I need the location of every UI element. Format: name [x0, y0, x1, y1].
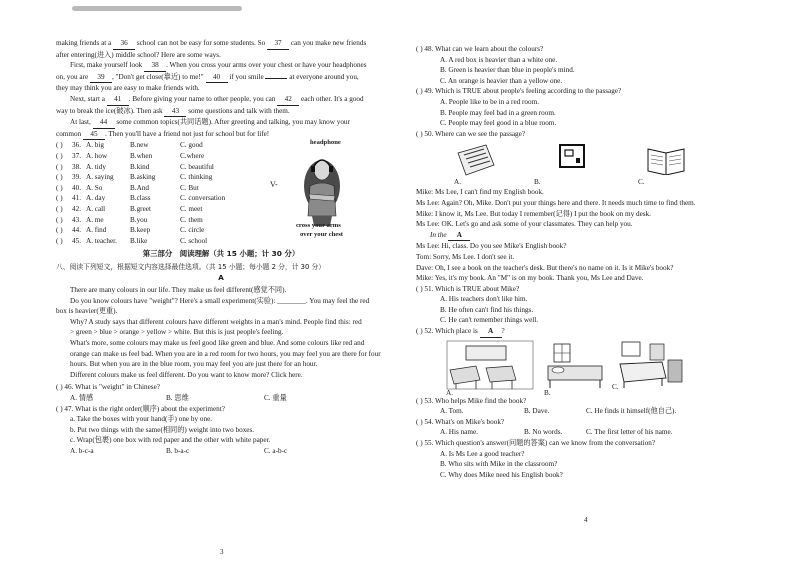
cloze-line	[56, 106, 386, 118]
choice-row	[56, 140, 286, 151]
cloze-text: if you smile	[227, 72, 266, 81]
cloze-blank: 40	[206, 72, 228, 84]
page-number-4: 4	[584, 516, 588, 524]
q49-option-c: C. People may feel good in a blue room.	[440, 119, 557, 128]
choice-b: B.new	[130, 141, 149, 150]
cloze-text: making friends at a	[56, 39, 114, 47]
cloze-passage	[56, 38, 386, 140]
choice-p: ( )	[56, 183, 63, 192]
cloze-text: after entering(进入) middle school? Here are some ways.	[56, 50, 221, 59]
cloze-blank: 44	[93, 117, 115, 129]
cloze-text: on, you are	[56, 72, 90, 81]
cloze-text: at everyone around you,	[287, 72, 359, 81]
cloze-text: , "Don't get close(靠近) to me!"	[111, 72, 206, 81]
question-48: ( ) 48. What can we learn about the colours?	[416, 45, 544, 53]
q55-option-b: B. Who sits with Mike in the classroom?	[440, 460, 558, 469]
question-52: ( ) 52. Which place is A ?	[416, 326, 752, 338]
choice-n: 41.	[72, 194, 81, 203]
choice-n: 42.	[72, 204, 81, 213]
question-54-options: A. His name. B. No words. C. The first letter of his name.	[440, 428, 673, 437]
cloze-blank	[265, 78, 287, 79]
q51-option-a: A. His teachers don't like him.	[440, 295, 528, 304]
q52-pictures	[416, 338, 752, 396]
text-line: Dave: Oh, I see a book on the teacher's desk. But there's no name on it. Is it Mike's book?	[416, 263, 674, 272]
cloze-text: each other. It's a good	[299, 94, 364, 103]
choice-n: 43.	[72, 215, 81, 224]
cloze-text: can you make new friends	[289, 39, 367, 47]
choice-b: B.like	[130, 236, 148, 245]
text-line: There are many colours in our life. They make us feel different(感觉不同).	[70, 286, 287, 295]
choice-b: B.greet	[130, 204, 151, 213]
q49-option-b: B. People may feel bad in a green room.	[440, 108, 556, 117]
question-46: ( ) 46. What is "weight" in Chinese?	[56, 383, 160, 392]
choice-c: C. circle	[180, 226, 205, 235]
cloze-line	[56, 117, 386, 129]
choice-a: A. teacher.	[86, 236, 117, 245]
passage-a-label: A	[218, 273, 224, 283]
q52-option-a-label: A.	[446, 388, 453, 397]
page-number-3: 3	[220, 548, 224, 556]
choice-p: ( )	[56, 173, 63, 182]
cloze-text: At last,	[70, 118, 93, 127]
choice-a: A. saying	[86, 173, 114, 182]
choice-c: C. thinking	[180, 173, 213, 182]
girl-headphones-picture	[270, 138, 360, 239]
question-46-options: A. 情感 B. 思维 C. 重量	[70, 394, 287, 402]
text-line: Ms Lee: OK. Let's go and ask some of your classmates. They can help you.	[416, 220, 633, 229]
choice-row	[56, 193, 286, 204]
newspaper-icon	[456, 143, 496, 177]
question-49: ( ) 49. Which is TRUE about people's feeling according to the passage?	[416, 87, 622, 96]
choice-p: ( )	[56, 194, 63, 203]
choice-n: 38.	[72, 162, 81, 171]
choice-b: B.And	[130, 183, 149, 192]
q49-option-a: A. People like to be in a red room.	[440, 97, 540, 106]
q51-option-b: B. He often can't find his things.	[440, 305, 534, 314]
cloze-line	[56, 50, 386, 61]
choice-a: A. tidy	[86, 162, 106, 171]
cloze-text: common	[56, 129, 83, 138]
q48-option-b: B. Green is heavier than blue in people's mind.	[440, 66, 575, 75]
cross-arms-label-2: over your chest	[300, 231, 343, 239]
choice-n: 36.	[72, 141, 81, 150]
cloze-blank: 41	[107, 94, 129, 106]
choice-row	[56, 183, 286, 194]
cloze-blank: 37	[267, 38, 289, 50]
cloze-line	[56, 83, 386, 94]
question-53: ( ) 53. Who helps Mike find the book?	[416, 396, 527, 405]
choice-c: C. good	[180, 141, 203, 150]
text-line: Mike: Ms Lee, I can't find my English book.	[416, 188, 544, 197]
choice-n: 45.	[72, 236, 81, 245]
question-53-options: A. Tom. B. Dave. C. He finds it himself(他自己).	[440, 407, 677, 416]
cloze-text: Next, start a	[70, 94, 107, 103]
q52-option-c-label: C.	[612, 382, 619, 391]
choice-a: A. me	[86, 215, 104, 224]
choice-c: C. school	[180, 236, 208, 245]
choice-row	[56, 225, 286, 236]
cloze-blank: 43	[164, 106, 186, 118]
text-line: Ms Lee: Hi, class. Do you see Mike's English book?	[416, 242, 567, 251]
q51-option-c: C. He can't remember things well.	[440, 316, 539, 325]
part8-title: 八、阅读下列短文，根据短文内容选择最佳选项。（共 15 小题；每小题 2 分，计 30 分）	[56, 262, 326, 271]
q52-option-b-label: B.	[544, 388, 551, 397]
choice-row	[56, 204, 286, 215]
computer-screen-icon	[558, 143, 586, 173]
dialog-part-1	[416, 187, 752, 229]
cloze-line	[56, 72, 386, 84]
cloze-line	[56, 38, 386, 50]
cloze-choices	[56, 140, 286, 246]
in-the-blank: A	[448, 230, 470, 242]
cloze-blank: 42	[277, 94, 299, 106]
cloze-text: . Before giving your name to other people, you can	[128, 94, 278, 103]
text-line: Mike: Yes, it's my book. An "M" is on my book. Thank you, Ms Lee and Dave.	[416, 274, 644, 283]
reading-passage-a	[56, 285, 386, 380]
q55-option-a: A. Is Ms Lee a good teacher?	[440, 449, 525, 458]
text-line: Do you know colours have "weight"? Here's a small experiment(实验): ________. You may feel the red	[70, 296, 370, 305]
text-line: Different colours make us feel different. Do you want to know more? Click here.	[70, 370, 303, 379]
choice-b: B.keep	[130, 226, 151, 235]
question-54: ( ) 54. What's on Mike's book?	[416, 417, 505, 426]
choice-c: C. them	[180, 215, 203, 224]
question-47-options: A. b-c-a B. b-a-c C. a-b-c	[70, 446, 288, 455]
choice-a: A. call	[86, 204, 106, 213]
choice-p: ( )	[56, 151, 63, 160]
cloze-blank: 36	[113, 38, 135, 50]
choice-a: A. find	[86, 226, 107, 235]
choice-a: A. how	[86, 151, 108, 160]
choice-c: C. beautiful	[180, 162, 214, 171]
choice-b: B.kind	[130, 162, 150, 171]
cloze-text: they may think you are easy to make friends with.	[56, 84, 200, 93]
choice-a: A. big	[86, 141, 104, 150]
choice-b: B.when	[130, 151, 153, 160]
choice-b: B.you	[130, 215, 148, 224]
headphone-label: headphone	[310, 139, 341, 147]
choice-a: A. day	[86, 194, 106, 203]
text-line: Ms Lee: Again? Oh, Mike. Don't put your things here and there. It needs much time to find them.	[416, 198, 696, 207]
living-room-picture	[616, 340, 686, 390]
page-3	[56, 38, 386, 457]
question-51: ( ) 51. Which is TRUE about Mike?	[416, 284, 520, 293]
choice-c: C. But	[180, 183, 199, 192]
q47-step-a: a. Take the boxes with your hand(手) one by one.	[70, 415, 213, 424]
q48-option-a: A. A red box is heavier than a white one.	[440, 55, 558, 64]
choice-row	[56, 162, 286, 173]
q50-option-b-label: B.	[534, 178, 541, 187]
choice-n: 39.	[72, 173, 81, 182]
cloze-line	[56, 94, 386, 106]
q47-step-b: b. Put two things with the same(相同的) weight into two boxes.	[70, 425, 255, 434]
q50-option-a-label: A.	[454, 178, 461, 187]
text-line: > green > blue > orange > yellow > white. But this is just people's feeling.	[70, 328, 284, 337]
choice-p: ( )	[56, 141, 63, 150]
choice-c: C. meet	[180, 204, 203, 213]
cloze-line	[56, 60, 386, 72]
cloze-blank: 39	[90, 72, 112, 84]
text-line: What's more, some colours may make us feel good like green and blue. And some colours like red and	[70, 339, 365, 348]
cloze-blank: 38	[144, 60, 166, 72]
choice-row	[56, 172, 286, 183]
cloze-text: . When you cross your arms over your chest or have your headphones	[166, 61, 367, 70]
choice-row	[56, 215, 286, 226]
cloze-blank: 45	[83, 129, 105, 141]
choice-a: A. So	[86, 183, 103, 192]
choice-b: B.asking	[130, 173, 156, 182]
cloze-text: school can not be easy for some students. So	[135, 39, 268, 47]
cloze-text: . Then you'll have a friend not just for school but for life!	[104, 129, 270, 138]
choice-row	[56, 151, 286, 162]
q55-option-c: C. Why does Mike need his English book?	[440, 470, 563, 479]
choice-c: C. conversation	[180, 194, 226, 203]
part3-title: 第三部分 阅读理解（共 15 小题；计 30 分）	[142, 249, 300, 259]
choice-p: ( )	[56, 226, 63, 235]
question-47: ( ) 47. What is the right order(顺序) about the experiment?	[56, 404, 225, 413]
choice-b: B.class	[130, 194, 151, 203]
q48-option-c: C. An orange is heavier than a yellow one.	[440, 76, 563, 85]
classroom-picture	[446, 340, 534, 390]
cloze-text: some questions and talk with them.	[186, 106, 290, 115]
choice-n: 40.	[72, 183, 81, 192]
cloze-text: way to break the ice(破冰). Then ask	[56, 106, 165, 115]
choice-row	[56, 236, 286, 247]
cloze-text: First, make yourself look	[70, 61, 145, 70]
bedroom-picture	[546, 340, 606, 390]
choice-p: ( )	[56, 215, 63, 224]
book-icon	[646, 141, 686, 175]
question-50: ( ) 50. Where can we see the passage?	[416, 129, 526, 138]
text-line: hours. But when you are in the blue room, you may feel you are just there for an hour.	[70, 360, 318, 369]
scroll-indicator-bar[interactable]	[72, 6, 242, 11]
choice-n: 44.	[72, 226, 81, 235]
choice-n: 37.	[72, 151, 81, 160]
text-line: Mike: I know it, Ms Lee. But today I remember(记得) I put the book on my desk.	[416, 209, 651, 218]
question-55: ( ) 55. Which question's answer(问题的答案) can we know from the conversation?	[416, 439, 656, 448]
page-4	[416, 44, 752, 480]
q50-pictures	[416, 139, 752, 187]
text-line: orange can make us feel bad. When you are in a red room for two hours, you may feel you are there for four	[70, 349, 381, 358]
text-line: box is heavier(更重).	[56, 307, 118, 316]
q47-step-c: c. Wrap(包裹) one box with red paper and the other with white paper.	[70, 436, 271, 445]
choice-p: ( )	[56, 162, 63, 171]
text-line: Why? A study says that different colours have different weights in a man's mind. People find this: red	[70, 317, 362, 326]
in-the-line: In the A	[416, 230, 752, 242]
v-mark: V-	[270, 180, 278, 190]
choice-p: ( )	[56, 204, 63, 213]
choice-p: ( )	[56, 236, 63, 245]
cloze-text: some common topics(共同话题). After greeting and talking, you may know your	[114, 118, 350, 127]
choice-c: C.where	[180, 151, 205, 160]
cross-arms-label-1: cross your arms	[296, 222, 341, 230]
q50-option-c-label: C.	[638, 178, 645, 187]
text-line: Tom: Sorry, Ms Lee. I don't see it.	[416, 252, 515, 261]
dialog-part-2	[416, 241, 752, 283]
